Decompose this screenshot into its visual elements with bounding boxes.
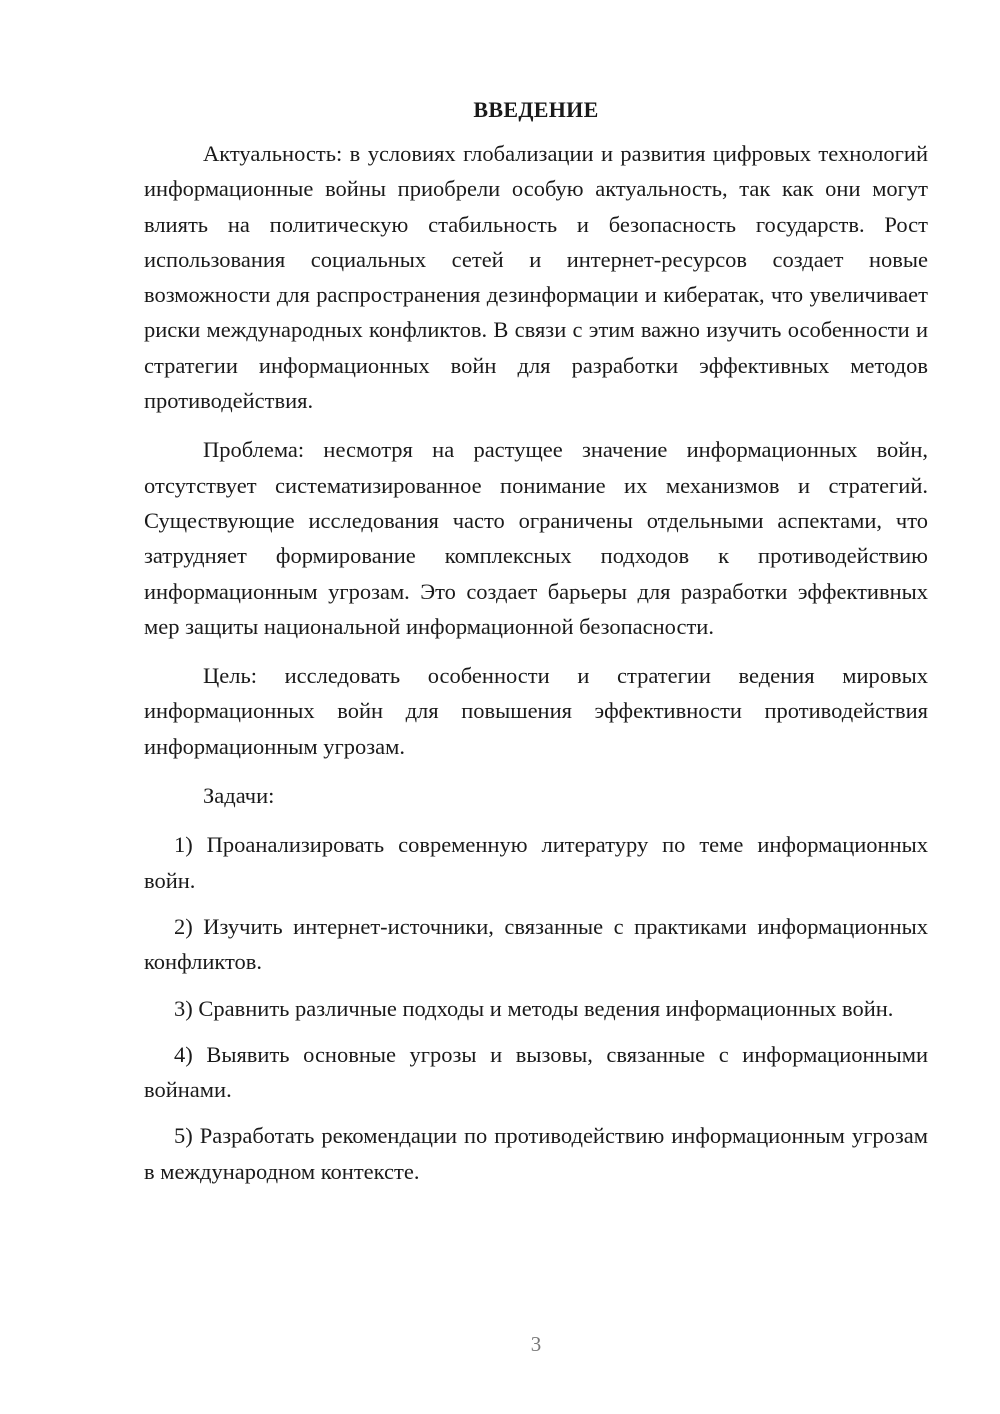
paragraph-goal: Цель: исследовать особенности и стратегии ведения мировых информационных войн для повышения эффективности противодействия информационным угрозам. (144, 663, 928, 759)
task-item: 1) Проанализировать современную литературу по теме информационных войн. (144, 832, 928, 893)
paragraph-problem: Проблема: несмотря на растущее значение информационных войн, отсутствует систематизированное понимание их механизмов и стратегий. Существующие исследования часто ограничены отдельными аспектами, что затрудняет формирование комплексных подходов к противодействию информационным угрозам. Это создает барьеры для разработки эффективных мер защиты национальной информационной безопасности. (144, 437, 928, 639)
page-number: 3 (530, 1332, 542, 1356)
task-item: 4) Выявить основные угрозы и вызовы, связанные с информационными войнами. (144, 1041, 928, 1103)
task-item: 3) Сравнить различные подходы и методы ведения информационных войн. (174, 995, 894, 1021)
document-page (144, 92, 928, 1200)
task-item: 5) Разработать рекомендации по противодействию информационным угрозам в международном контексте. (144, 1123, 928, 1184)
tasks-heading: Задачи: (203, 783, 275, 809)
section-title: ВВЕДЕНИЕ (473, 97, 599, 122)
paragraph-relevance: Актуальность: в условиях глобализации и развития цифровых технологий информационные войны приобрели особую актуальность, так как они могут влиять на политическую стабильность и безопасность государств. Рост использования социальных сетей и интернет-ресурсов создает новые возможности для распространения дезинформации и кибератак, что увеличивает риски международных конфликтов. В связи с этим важно изучить особенности и стратегии информационных войн для разработки эффективных методов противодействия. (144, 141, 928, 414)
task-item: 2) Изучить интернет-источники, связанные с практиками информационных конфликтов. (144, 913, 928, 975)
